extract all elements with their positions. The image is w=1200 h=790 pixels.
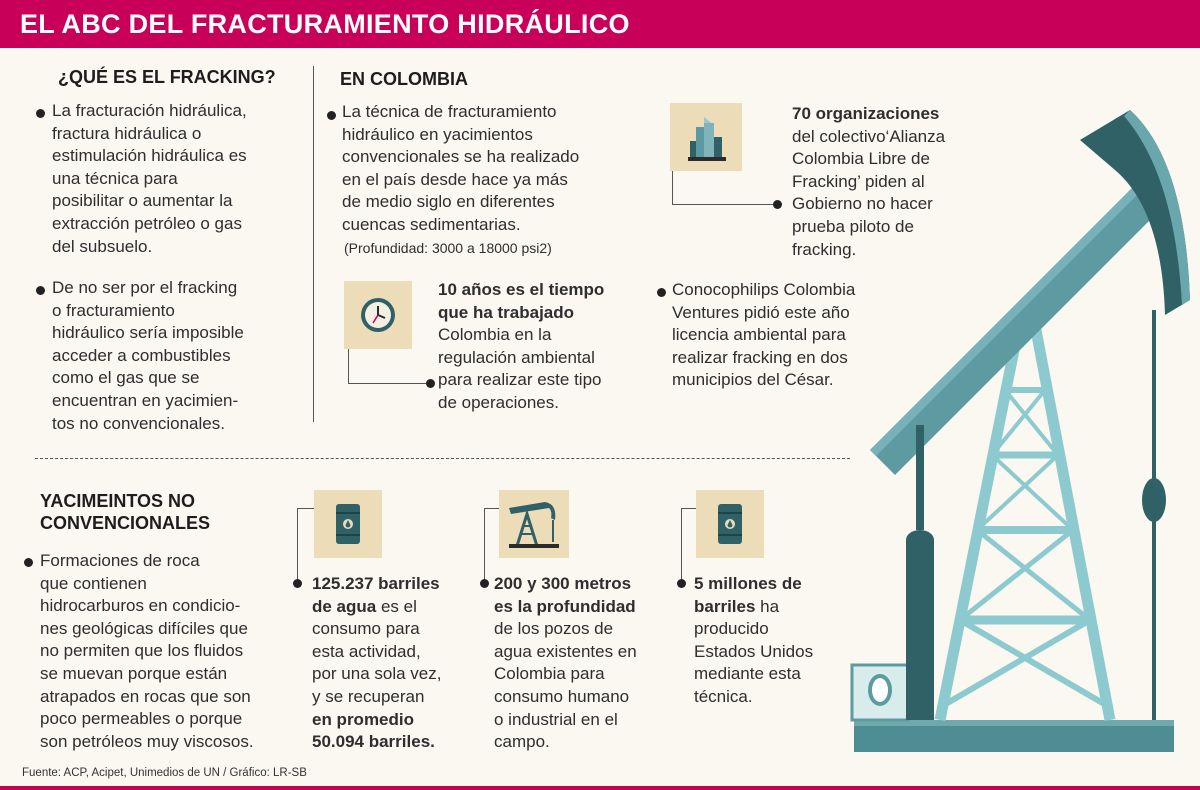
connector-line: [297, 508, 298, 583]
connector-line: [348, 383, 428, 384]
years-text: 10 años es el tiempo que ha trabajado Colombia en la regulación ambiental para realizar este tipo de operaciones.: [438, 280, 605, 412]
oil-barrel-icon: [696, 490, 764, 558]
depth-note: (Profundidad: 3000 a 18000 psi2): [344, 240, 552, 256]
bullet-dot: [677, 579, 686, 588]
que-es-paragraph-1: La fracturación hidráulica, fractura hidráulica o estimulación hidráulica es una técnica para posibilitar o aumentar la extracción petróleo o gas del subsuelo.: [52, 101, 247, 256]
bullet-dot: [36, 286, 45, 295]
pumpjack-icon: [499, 490, 569, 558]
buildings-icon: [670, 103, 742, 171]
connector-line: [297, 508, 314, 509]
yacimientos-paragraph: Formaciones de roca que contienen hidrocarburos en condicio- nes geológicas difíciles que no permiten que los fluidos se muevan porque están atrapados en rocas que son poco permeables o porque son petróleos muy viscosos.: [40, 551, 254, 751]
bullet-dot: [480, 579, 489, 588]
bullet-dot: [36, 109, 45, 118]
conocophilips-text: Conocophilips Colombia Ventures pidió este año licencia ambiental para realizar fracking en dos municipios del César.: [672, 280, 856, 390]
water-barrel-icon: [314, 490, 382, 558]
page-title: EL ABC DEL FRACTURAMIENTO HIDRÁULICO: [20, 9, 630, 39]
bullet-dot: [327, 111, 336, 120]
bullet-dot: [293, 579, 302, 588]
colombia-heading: EN COLOMBIA: [340, 69, 468, 89]
bullet-dot: [24, 558, 33, 567]
bullet-dot: [426, 379, 435, 388]
que-es-paragraph-2: De no ser por el fracking o fracturamiento hidráulico sería imposible acceder a combustibles como el gas que se encuentran en yacimien- tos no convencionales.: [52, 278, 244, 433]
organizations-text: 70 organizaciones del colectivo‘Alianza Colombia Libre de Fracking’ piden al Gobierno no hacer prueba piloto de fracking.: [792, 104, 946, 259]
depth-stat-text: 200 y 300 metros es la profundidad de los pozos de agua existentes en Colombia para consumo humano o industrial en el campo.: [494, 574, 637, 752]
bullet-dot: [657, 288, 666, 297]
colombia-paragraph: La técnica de fracturamiento hidráulico en yacimientos convencionales se ha realizado en el país desde hace ya más de medio siglo en diferentes cuencas sedimentarias.: [342, 102, 580, 234]
connector-line: [484, 508, 485, 583]
production-stat-text: 5 millones de barriles ha producido Estados Unidos mediante esta técnica.: [694, 574, 814, 706]
connector-line: [484, 508, 499, 509]
section-divider: [35, 458, 850, 459]
water-stat-text: 125.237 barriles de agua es el consumo para esta actividad, por una sola vez, y se recuperan en promedio 50.094 barriles.: [312, 574, 442, 752]
footer-bar: [0, 786, 1200, 790]
que-es-heading: ¿QUÉ ES EL FRACKING?: [58, 67, 276, 87]
source-credit: Fuente: ACP, Acipet, Unimedios de UN / Gráfico: LR-SB: [22, 767, 307, 779]
clock-icon: [344, 281, 412, 349]
pumpjack-illustration: [840, 100, 1200, 760]
yacimientos-heading: YACIMEINTOS NO CONVENCIONALES: [40, 491, 211, 533]
connector-line: [672, 171, 673, 204]
connector-line: [672, 204, 775, 205]
column-divider: [313, 66, 314, 422]
bullet-dot: [773, 200, 782, 209]
header-bar: [0, 0, 1200, 48]
connector-line: [681, 508, 696, 509]
connector-line: [681, 508, 682, 583]
connector-line: [348, 349, 349, 383]
